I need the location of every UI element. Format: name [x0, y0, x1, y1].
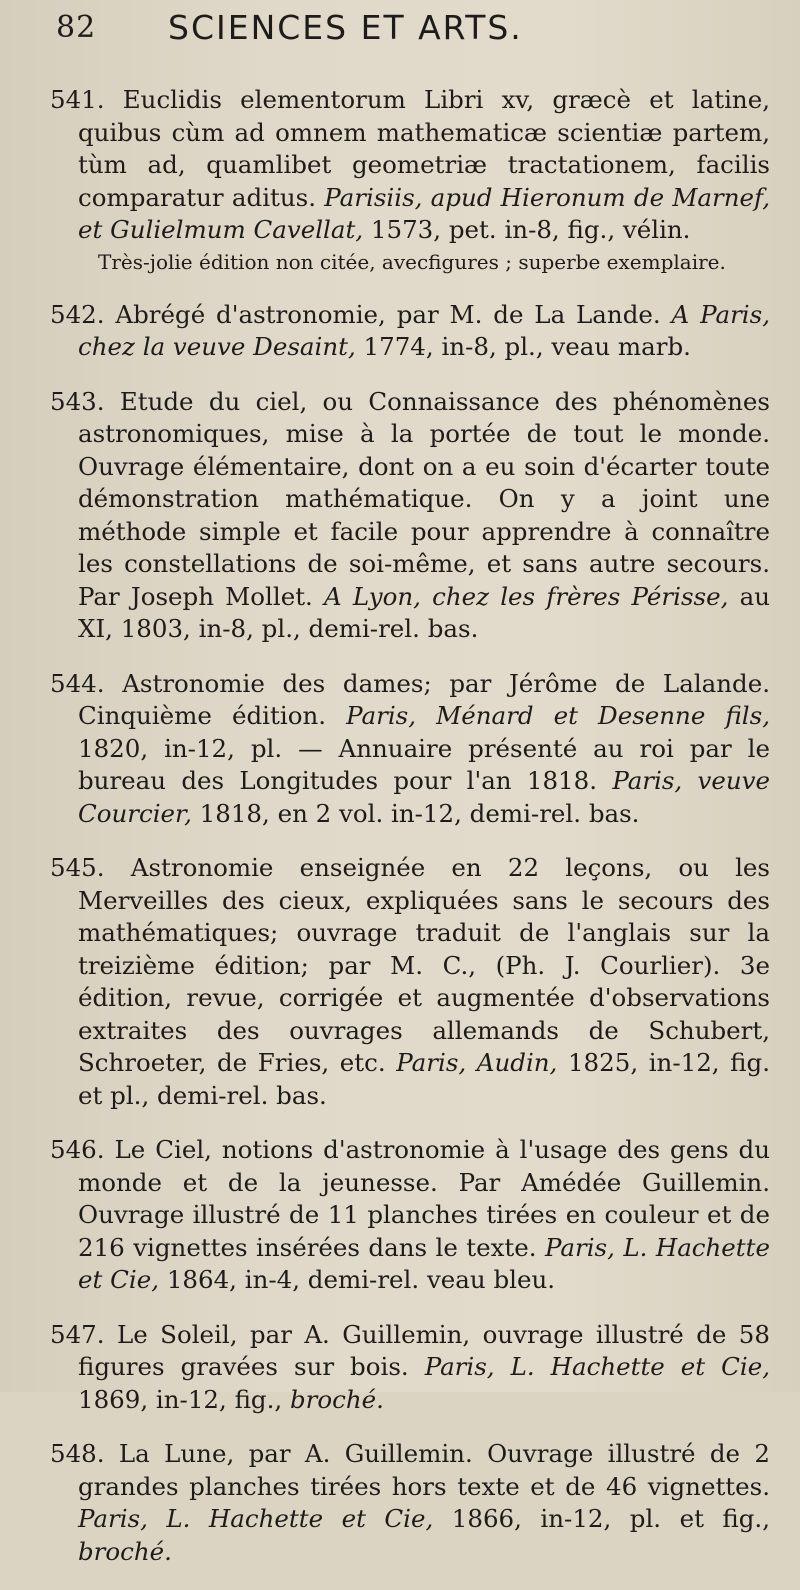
entry-details: 1774, in-8, pl., veau marb. — [363, 332, 691, 361]
entry-number: 545. — [50, 853, 105, 882]
entry-number: 547. — [50, 1319, 105, 1349]
entry-details-second: 1818, en 2 vol. in-12, demi-rel. bas. — [199, 798, 640, 828]
entry-binding: broché. — [289, 1384, 384, 1414]
entry-imprint: Paris, L. Hachette et Cie, — [424, 1352, 770, 1381]
entry-title: Le Soleil, par A. Guillemin, ouvrage illustré de 58 figures gravées sur bois. — [78, 1319, 770, 1381]
catalog-entry-545 — [50, 852, 770, 1112]
entry-number: 542. — [50, 299, 105, 329]
entry-title: Euclidis elementorum Libri xv, græcè et latine, quibus cùm ad omnem mathematicæ scientiæ partem, tùm ad, quamlibet geometriæ tractationem, facilis comparatur aditus. — [78, 85, 770, 212]
entry-details: 1864, in-4, demi-rel. veau bleu. — [166, 1265, 556, 1294]
entry-details: 1866, in-12, pl. et fig., — [451, 1504, 771, 1533]
catalog-entry-548 — [50, 1438, 770, 1568]
catalog-entry-546 — [50, 1134, 770, 1297]
catalog-entry-547 — [50, 1319, 770, 1417]
entry-number: 544. — [50, 668, 105, 698]
entry-imprint: Paris, L. Hachette et Cie, — [78, 1232, 770, 1294]
page-number: 82 — [56, 10, 97, 45]
entry-title: Astronomie enseignée en 22 leçons, ou les Merveilles des cieux, expliquées sans le secours des mathématiques; ouvrage traduit de l'anglais sur la treizième édition; par M. C., (Ph. J. Courlier). 3e édition, revue, corrigée et augmentée d'observations extraites des ouvrages allemands de Schubert, Schroeter, de Fries, etc. — [78, 853, 770, 1077]
entry-details: 1869, in-12, fig., — [78, 1384, 283, 1414]
entry-number: 541. — [50, 85, 105, 114]
entry-imprint-second: Paris, veuve Courcier, — [78, 766, 770, 828]
entry-imprint: Paris, Audin, — [396, 1048, 558, 1077]
entry-title: La Lune, par A. Guillemin. Ouvrage illustré de 2 grandes planches tirées hors texte et de 46 vignettes. — [78, 1439, 770, 1501]
catalog-entries — [50, 84, 770, 1590]
entry-details: 1820, in-12, pl. — Annuaire présenté au roi par le bureau des Longitudes pour l'an 1818. — [78, 733, 770, 795]
page-header — [56, 6, 756, 50]
entry-number: 548. — [50, 1439, 105, 1468]
entry-imprint: Paris, L. Hachette et Cie, — [78, 1504, 434, 1533]
entry-details: au XI, 1803, in-8, pl., demi-rel. bas. — [78, 581, 771, 643]
entry-imprint: A Paris, chez la veuve Desaint, — [78, 299, 770, 361]
entry-title: Astronomie des dames; par Jérôme de Lalande. Cinquième édition. — [78, 668, 771, 730]
entry-title: Etude du ciel, ou Connaissance des phénomènes astronomiques, mise à la portée de tout le monde. Ouvrage élémentaire, dont on a eu soin d'écarter toute démonstration mathématique. On y a joint une méthode simple et facile pour apprendre à connaître les constellations de soi-même, et sans autre secours. Par Joseph Mollet. — [78, 386, 770, 611]
catalog-entry-542 — [50, 299, 770, 364]
entry-note: Très-jolie édition non citée, avecfigures ; superbe exemplaire. — [98, 249, 726, 274]
entry-details: 1825, in-12, fig. et pl., demi-rel. bas. — [78, 1048, 770, 1110]
catalog-entry-544 — [50, 668, 770, 831]
entry-imprint: A Lyon, chez les frères Périsse, — [324, 581, 729, 611]
entry-number: 543. — [50, 386, 105, 416]
catalog-entry-543 — [50, 386, 770, 646]
entry-number: 546. — [50, 1135, 105, 1164]
entry-binding: broché. — [78, 1536, 172, 1566]
entry-title: Le Ciel, notions d'astronomie à l'usage des gens du monde et de la jeunesse. Par Amédée Guillemin. Ouvrage illustré de 11 planches tirées en couleur et de 216 vignettes insérées dans le texte. — [78, 1135, 770, 1262]
entry-imprint: Parisiis, apud Hieronum de Marnef, et Gulielmum Cavellat, — [78, 182, 770, 244]
entry-details: 1573, pet. in-8, fig., vélin. — [370, 215, 691, 244]
entry-imprint: Paris, Ménard et Desenne fils, — [346, 701, 770, 730]
entry-title: Abrégé d'astronomie, par M. de La Lande. — [115, 299, 661, 329]
running-title: SCIENCES ET ARTS. — [168, 8, 523, 47]
catalog-entry-541 — [50, 84, 770, 277]
